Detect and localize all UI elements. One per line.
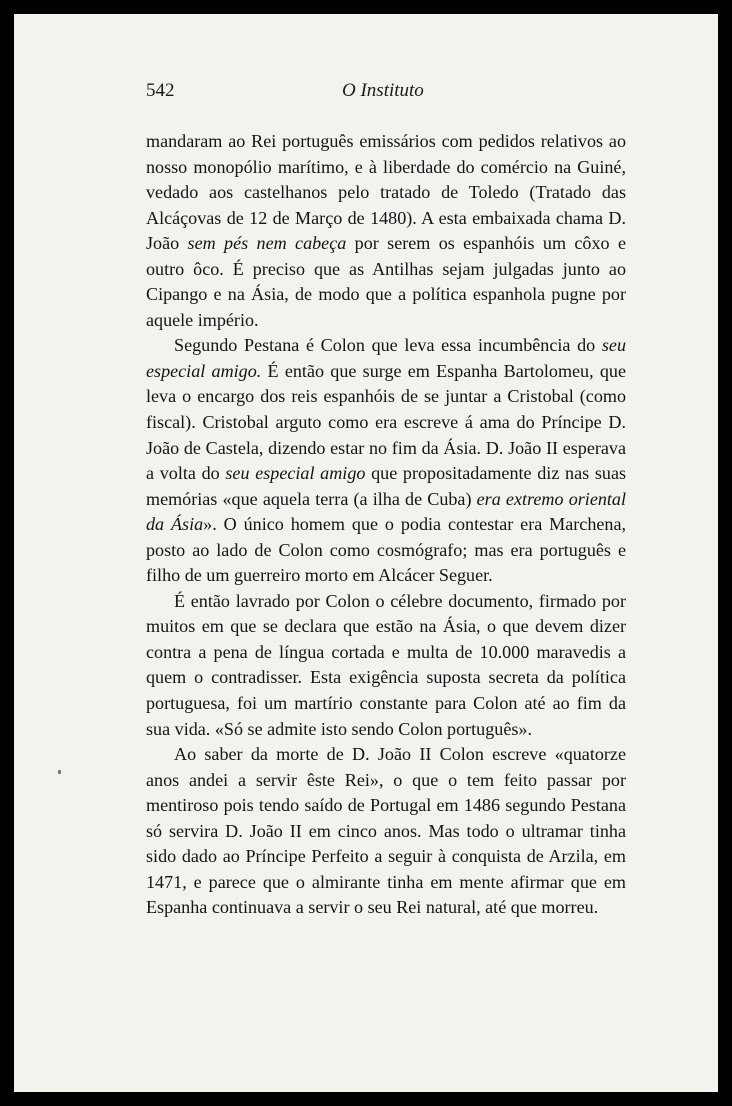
running-title: O Instituto	[342, 80, 424, 101]
text-segment: Segundo Pestana é Colon que leva essa incumbência do	[174, 335, 602, 356]
italic-phrase: seu especial amigo	[225, 463, 366, 484]
page-number: 542	[146, 80, 175, 101]
text-segment: que propositadamente diz nas suas memórias «que aquela terra (a ilha de Cuba)	[146, 463, 627, 509]
text-segment: Ao saber da morte de D. João II Colon escreve «quatorze anos andei a servir êste Rei», o que o tem feito passar por mentiroso pois tendo saído de Portugal em 1486 segundo Pestana só servira D. João II em cinco anos. Mas todo o ultramar tinha sido dado ao Príncipe Perfeito a seguir à conquista de Arzila, em 1471, e parece que o almirante tinha em mente afirmar que em Espanha continuava a servir o seu Rei natural, até que morreu.	[146, 744, 626, 918]
italic-phrase: sem pés nem cabeça	[187, 233, 347, 254]
paragraph-2	[146, 333, 626, 588]
margin-speck	[58, 770, 61, 774]
text-segment: É então que surge em Espanha Bartolomeu, que leva o encargo dos reis espanhóis de se juntar a Cristobal (como fiscal). Cristobal arguto como era escreve á ama do Príncipe D. João de Castela, dizendo estar no fim da Ásia. D. João II esperava a volta do	[146, 360, 626, 484]
book-page	[14, 14, 718, 1092]
italic-phrase: era extremo oriental da Ásia	[146, 488, 626, 535]
paragraph-4	[146, 742, 626, 921]
text-segment: mandaram ao Rei português emissários com pedidos relativos ao nosso monopólio marítimo, e à liberdade do comércio na Guiné, vedado aos castelhanos pelo tratado de Toledo (Tratado das Alcáçovas de 12 de Março de 1480). A esta embaixada chama D. João	[146, 131, 626, 254]
text-segment: É então lavrado por Colon o célebre documento, firmado por muitos em que se declara que estão na Ásia, o que devem dizer contra a pena de língua cortada e multa de 10.000 maravedis a quem o contradisser. Esta exigência suposta secreta da política portuguesa, foi um martírio constante para Colon até ao fim da sua vida. «Só se admite isto sendo Colon português».	[146, 590, 626, 739]
paragraph-1	[146, 129, 626, 333]
italic-phrase: seu especial amigo.	[146, 335, 626, 381]
body-text	[146, 129, 626, 921]
text-segment: por serem os espanhóis um côxo e outro ôco. É preciso que as Antilhas sejam julgadas junto ao Cipango e na Ásia, de modo que a política espanhola pugne por aquele império.	[146, 233, 626, 330]
text-segment: ». O único homem que o podia contestar era Marchena, posto ao lado de Colon como cosmógrafo; mas era português e filho de um guerreiro morto em Alcácer Seguer.	[146, 514, 626, 586]
paragraph-3	[146, 589, 626, 742]
